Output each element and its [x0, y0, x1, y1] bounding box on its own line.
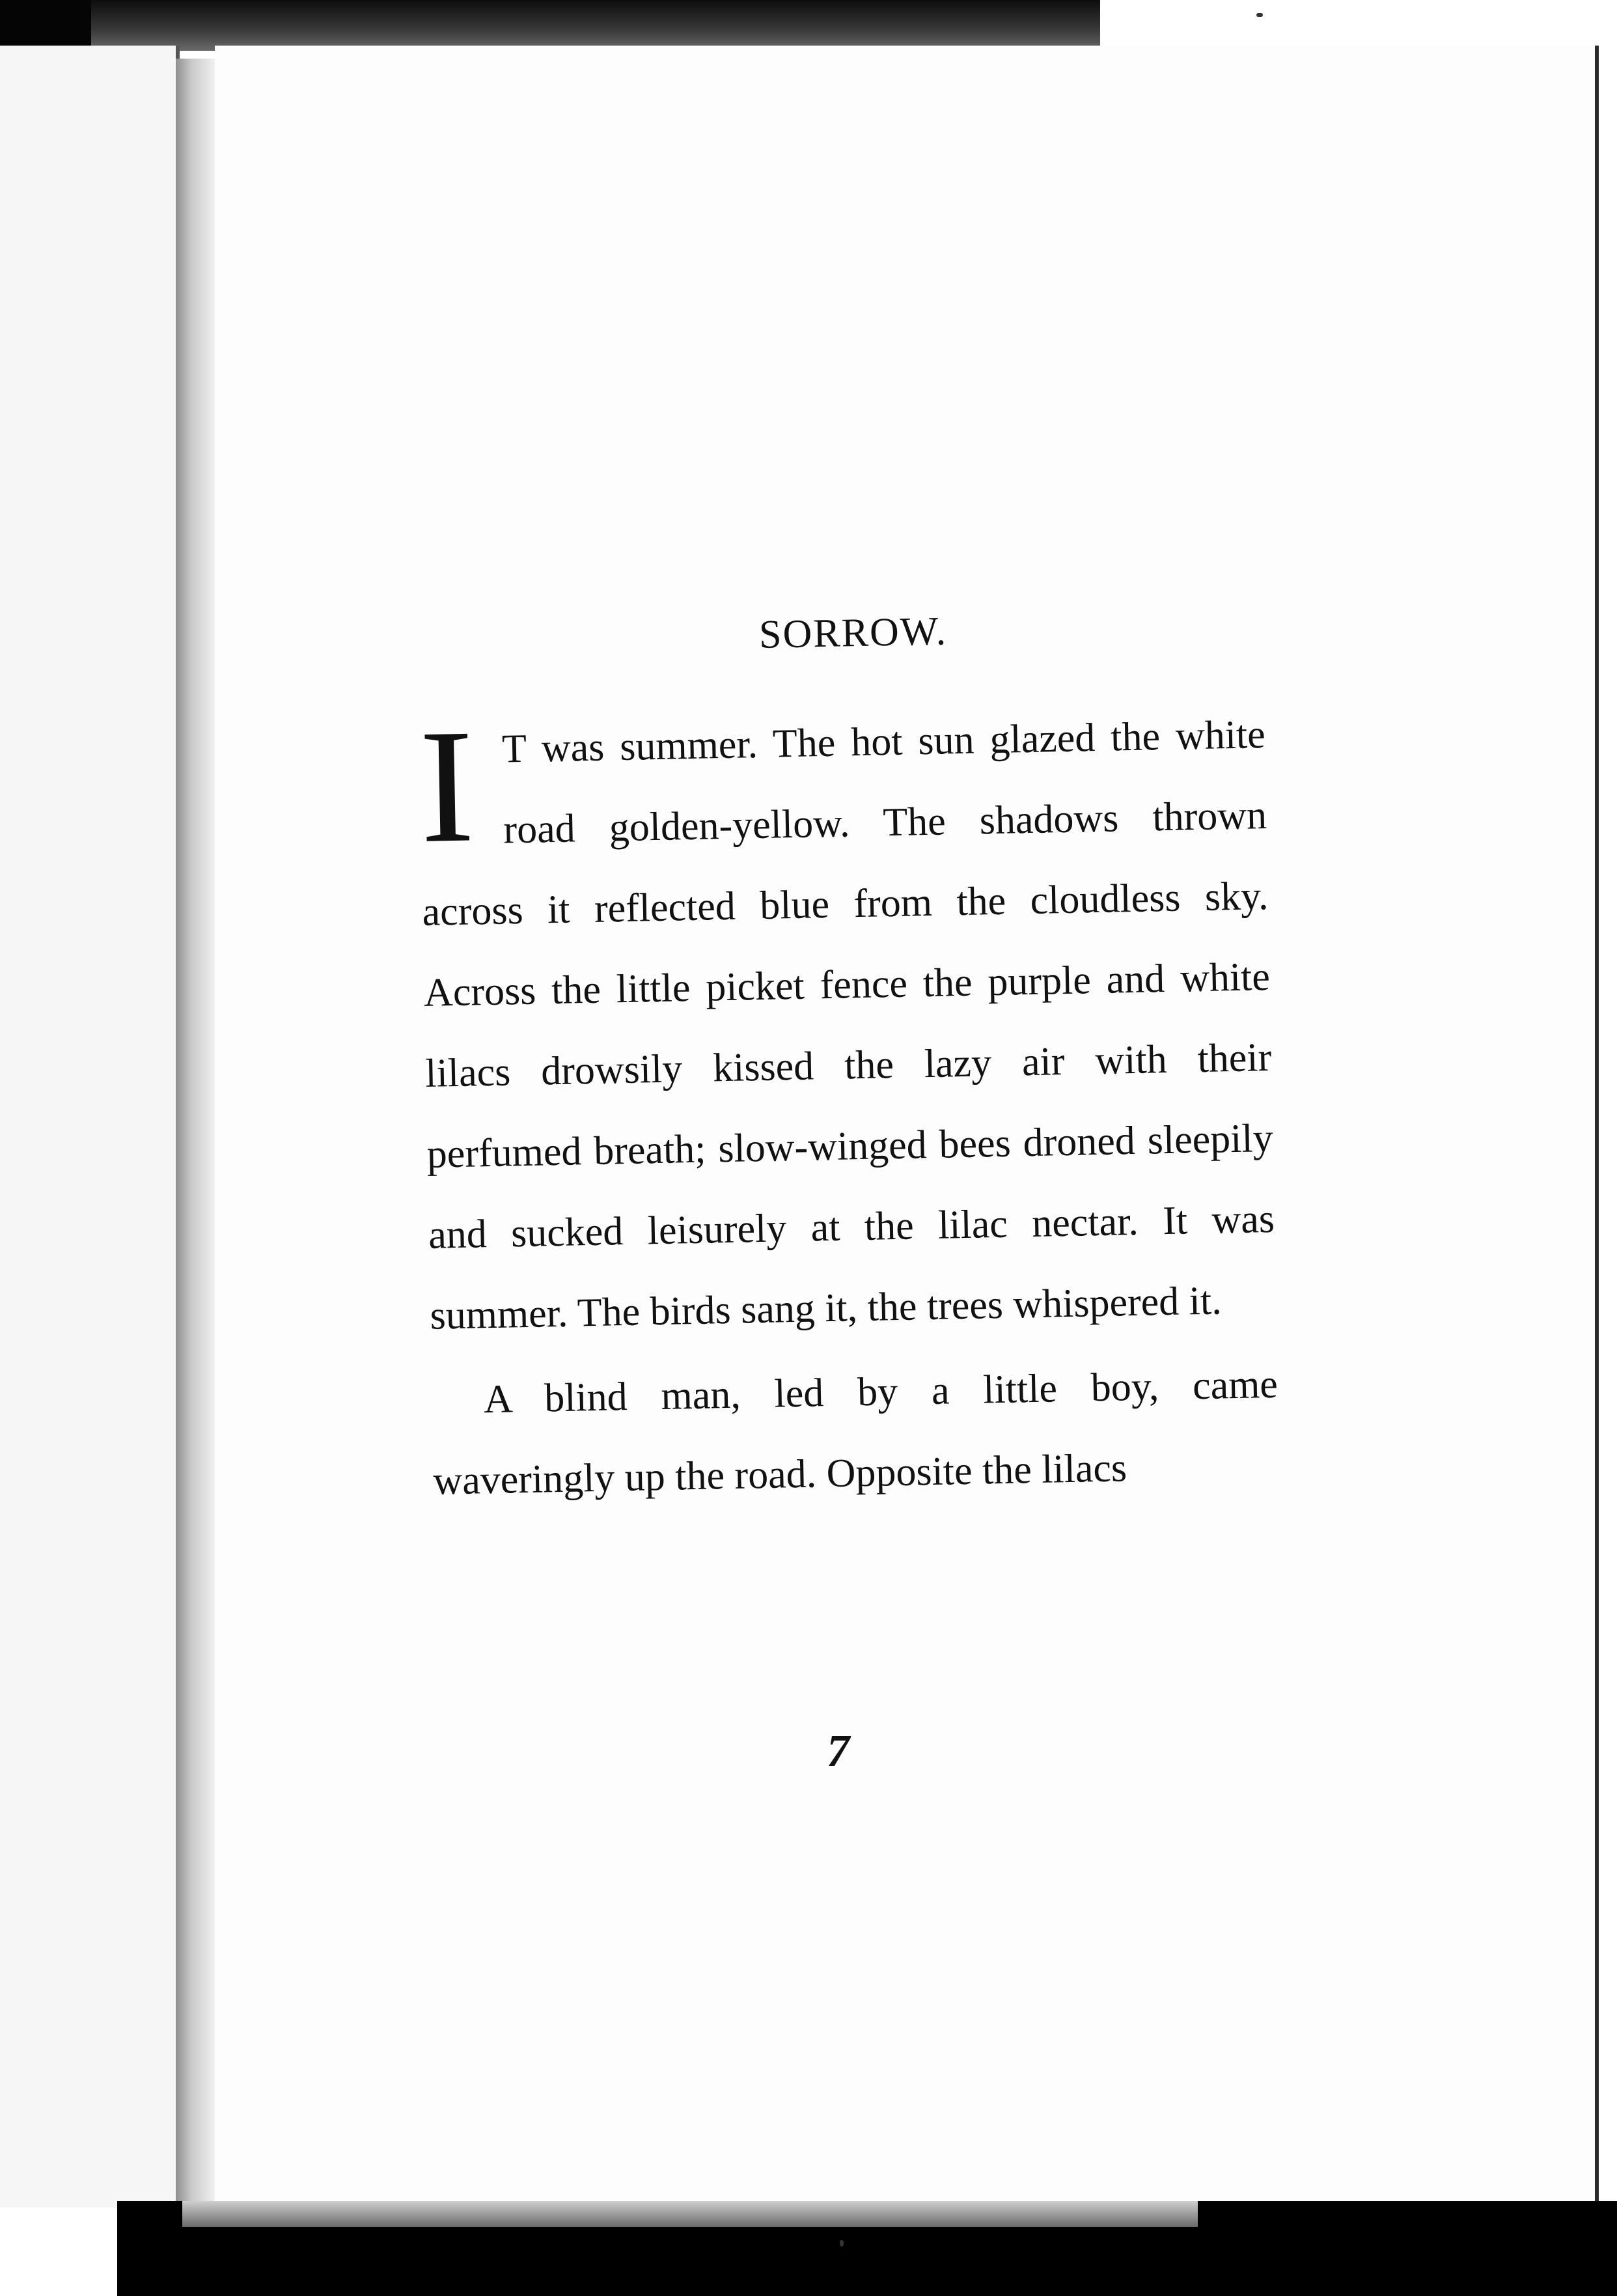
paragraph-2: A blind man, led by a little boy, came waveringly up the road. Opposite the lilacs [432, 1362, 1278, 1504]
scan-top-edge [0, 0, 1100, 51]
facing-page [0, 46, 180, 2207]
page-text-block [417, 602, 1280, 1522]
drop-cap: I [418, 695, 476, 877]
paragraph-1 [419, 694, 1277, 1356]
page-number: 7 [827, 1726, 850, 1776]
book-spine-shadow [176, 59, 215, 2207]
scan-speck [1256, 13, 1263, 17]
scan-speck [840, 2240, 844, 2247]
scan-bottom-strip [182, 2201, 1198, 2227]
paragraph-1-text: T was summer. The hot sun glazed the white road golden-yellow. The shadows thrown across it reflected blue from the cloudless sky. Across the little picket fence the purple and white lilacs drowsily kissed the lazy air with their perfumed breath; slow-winged bees droned sleepily and sucked leisurely at the lilac nectar. It was summer. The birds sang it, the trees whispered it. [422, 712, 1275, 1338]
scan-top-left-edge [0, 0, 91, 46]
chapter-title: SORROW. [758, 609, 948, 657]
